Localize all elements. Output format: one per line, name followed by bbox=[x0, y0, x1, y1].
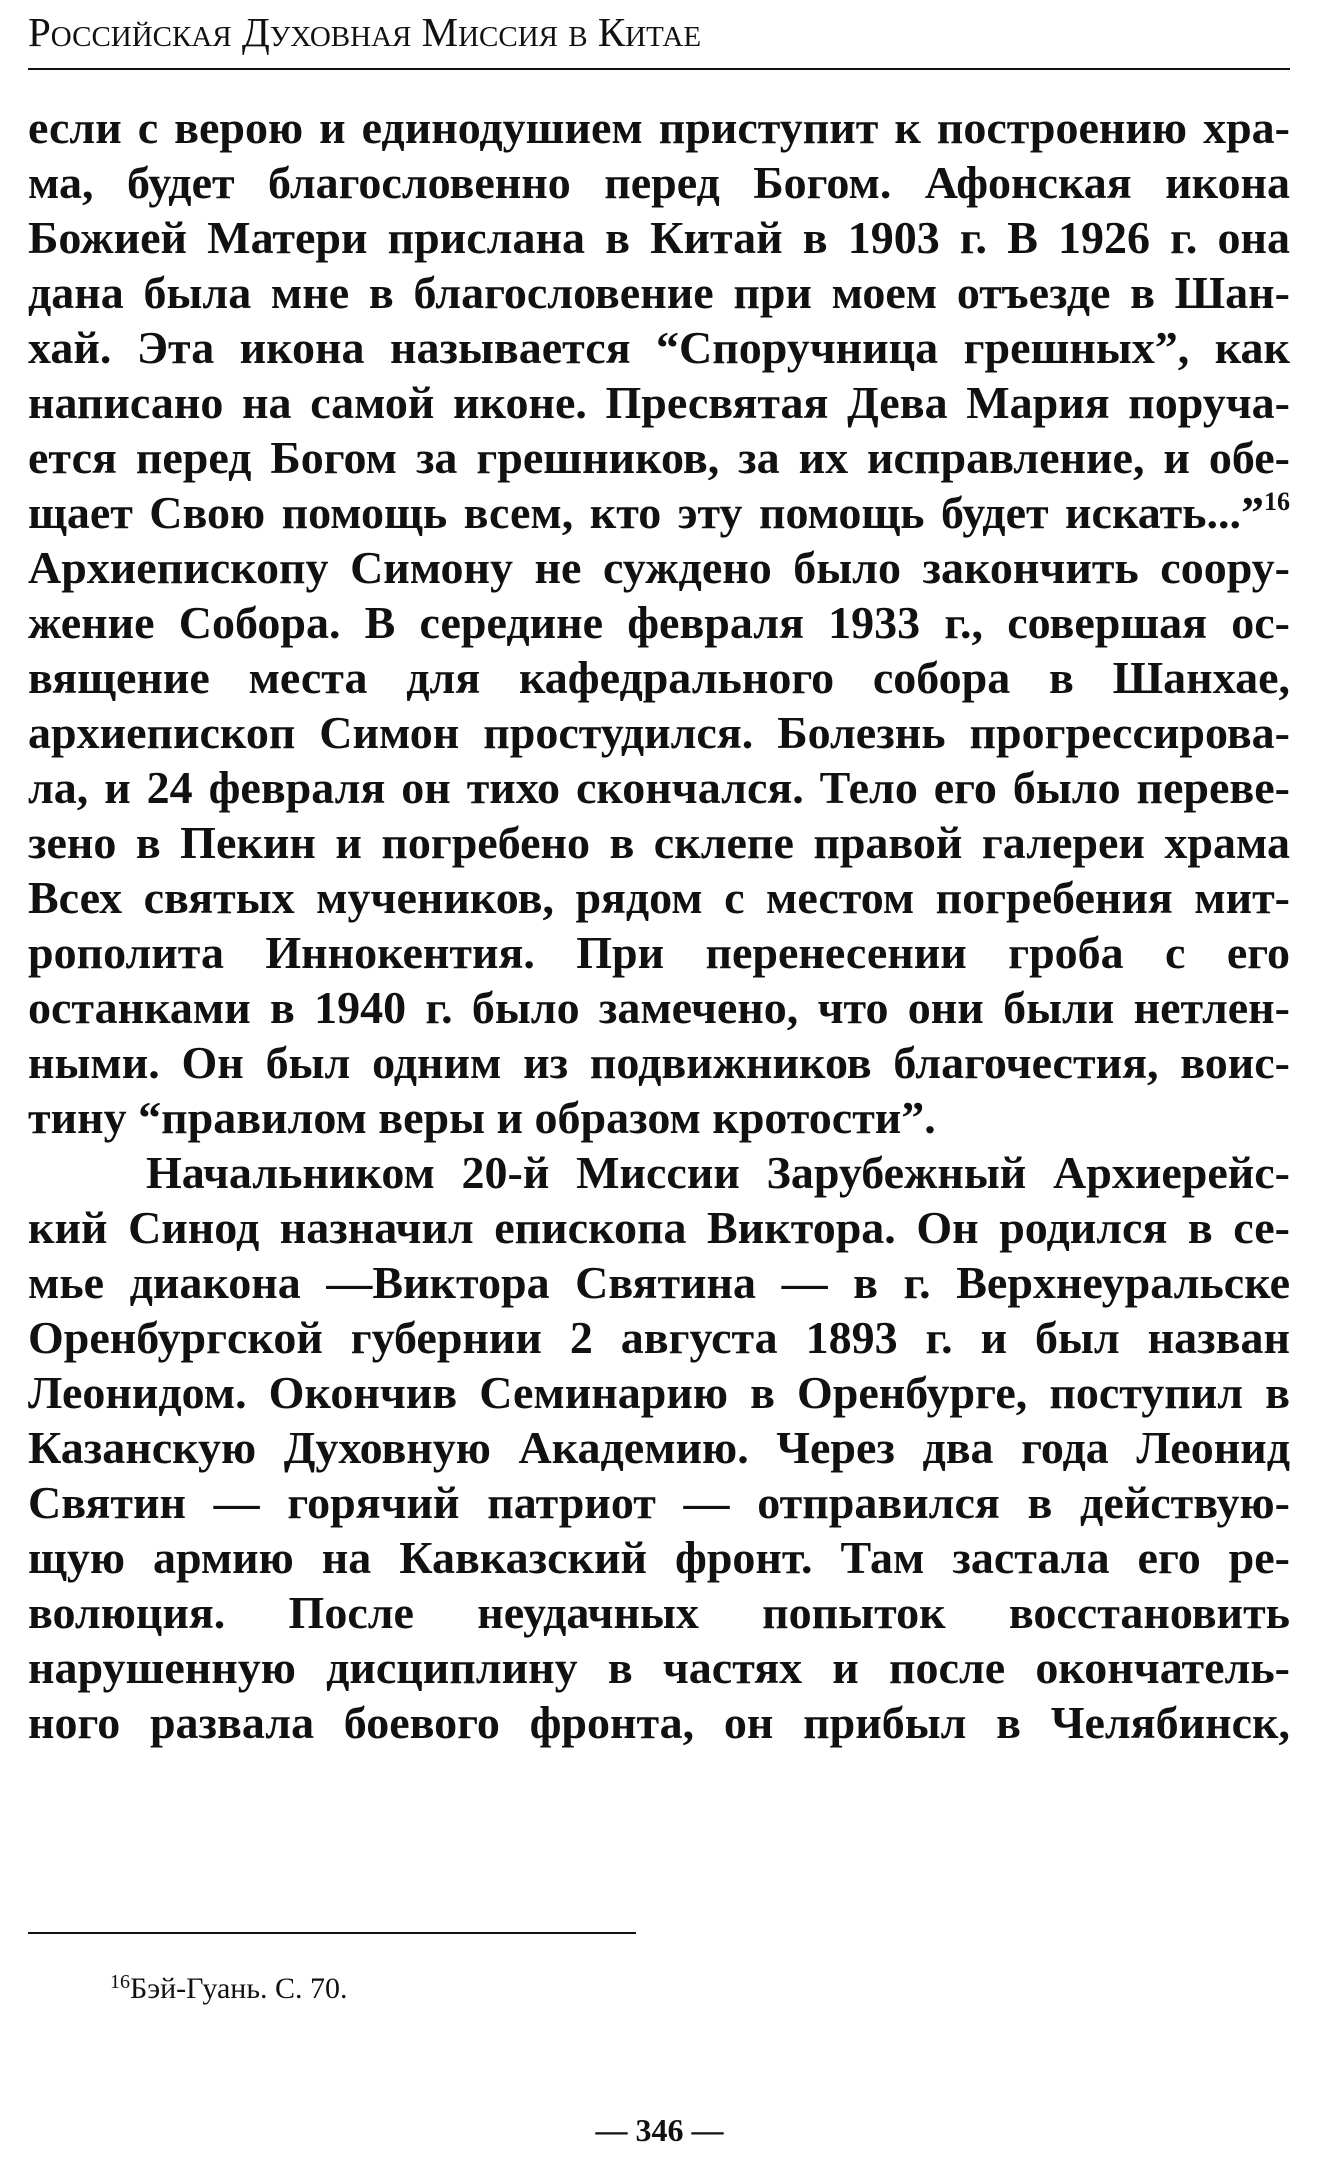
text-line: мье диакона —Виктора Святина — в г. Верхнеуральске bbox=[28, 1257, 1290, 1308]
text-line: Казанскую Духовную Академию. Через два года Леонид bbox=[28, 1422, 1290, 1473]
text-line: вящение места для кафедрального собора в Шанхае, bbox=[28, 652, 1290, 703]
text-line: ными. Он был одним из подвижников благочестия, воис- bbox=[28, 1037, 1290, 1088]
text-line-content: щает Свою помощь всем, кто эту помощь будет искать...” bbox=[28, 487, 1264, 538]
footnote-rule bbox=[28, 1932, 636, 1934]
text-line: щую армию на Кавказский фронт. Там застала его ре- bbox=[28, 1532, 1290, 1583]
text-line: ного развала боевого фронта, он прибыл в Челябинск, bbox=[28, 1697, 1290, 1748]
footnote-mark: 16 bbox=[110, 1971, 130, 1993]
text-line: архиепископ Симон простудился. Болезнь прогрессирова- bbox=[28, 707, 1290, 758]
text-line: дана была мне в благословение при моем отъезде в Шан- bbox=[28, 267, 1290, 318]
text-line: нарушенную дисциплину в частях и после окончатель- bbox=[28, 1642, 1290, 1693]
text-line: Архиепископу Симону не суждено было закончить соору- bbox=[28, 542, 1290, 593]
text-line: останками в 1940 г. было замечено, что они были нетлен- bbox=[28, 982, 1290, 1033]
body-text bbox=[28, 100, 1290, 1750]
running-head: Российская Духовная Миссия в Китае bbox=[28, 9, 702, 55]
text-line: Святин — горячий патриот — отправился в действую- bbox=[28, 1477, 1290, 1528]
footnote-reference: 16 bbox=[1264, 487, 1290, 516]
text-line: хай. Эта икона называется “Споручница грешных”, как bbox=[28, 322, 1290, 373]
header-rule bbox=[28, 68, 1290, 70]
text-line: Всех святых мучеников, рядом с местом погребения мит- bbox=[28, 872, 1290, 923]
footnote bbox=[110, 1972, 348, 2006]
text-line: зено в Пекин и погребено в склепе правой галереи храма bbox=[28, 817, 1290, 868]
text-line: ется перед Богом за грешников, за их исправление, и обе- bbox=[28, 432, 1290, 483]
text-line: ла, и 24 февраля он тихо скончался. Тело его было переве- bbox=[28, 762, 1290, 813]
text-line: Леонидом. Окончив Семинарию в Оренбурге, поступил в bbox=[28, 1367, 1290, 1418]
text-line: волюция. После неудачных попыток восстановить bbox=[28, 1587, 1290, 1638]
text-line: написано на самой иконе. Пресвятая Дева Мария поруча- bbox=[28, 377, 1290, 428]
paragraph-last-line: тину “правилом веры и образом кротости”. bbox=[28, 1092, 936, 1143]
footnote-text: Бэй-Гуань. С. 70. bbox=[130, 1972, 348, 2005]
paragraph-first-line: Начальником 20-й Миссии Зарубежный Архиерейс- bbox=[146, 1147, 1290, 1198]
text-line: рополита Иннокентия. При перенесении гроба с его bbox=[28, 927, 1290, 978]
text-line: Оренбургской губернии 2 августа 1893 г. и был назван bbox=[28, 1312, 1290, 1363]
text-line: Божией Матери прислана в Китай в 1903 г. В 1926 г. она bbox=[28, 212, 1290, 263]
text-line: ма, будет благословенно перед Богом. Афонская икона bbox=[28, 157, 1290, 208]
text-line: если с верою и единодушием приступит к построению хра- bbox=[28, 102, 1290, 153]
text-line: кий Синод назначил епископа Виктора. Он родился в се- bbox=[28, 1202, 1290, 1253]
text-line: жение Собора. В середине февраля 1933 г., совершая ос- bbox=[28, 597, 1290, 648]
page-number: — 346 — bbox=[595, 2112, 724, 2148]
text-line-with-footnote-ref bbox=[28, 485, 1290, 540]
